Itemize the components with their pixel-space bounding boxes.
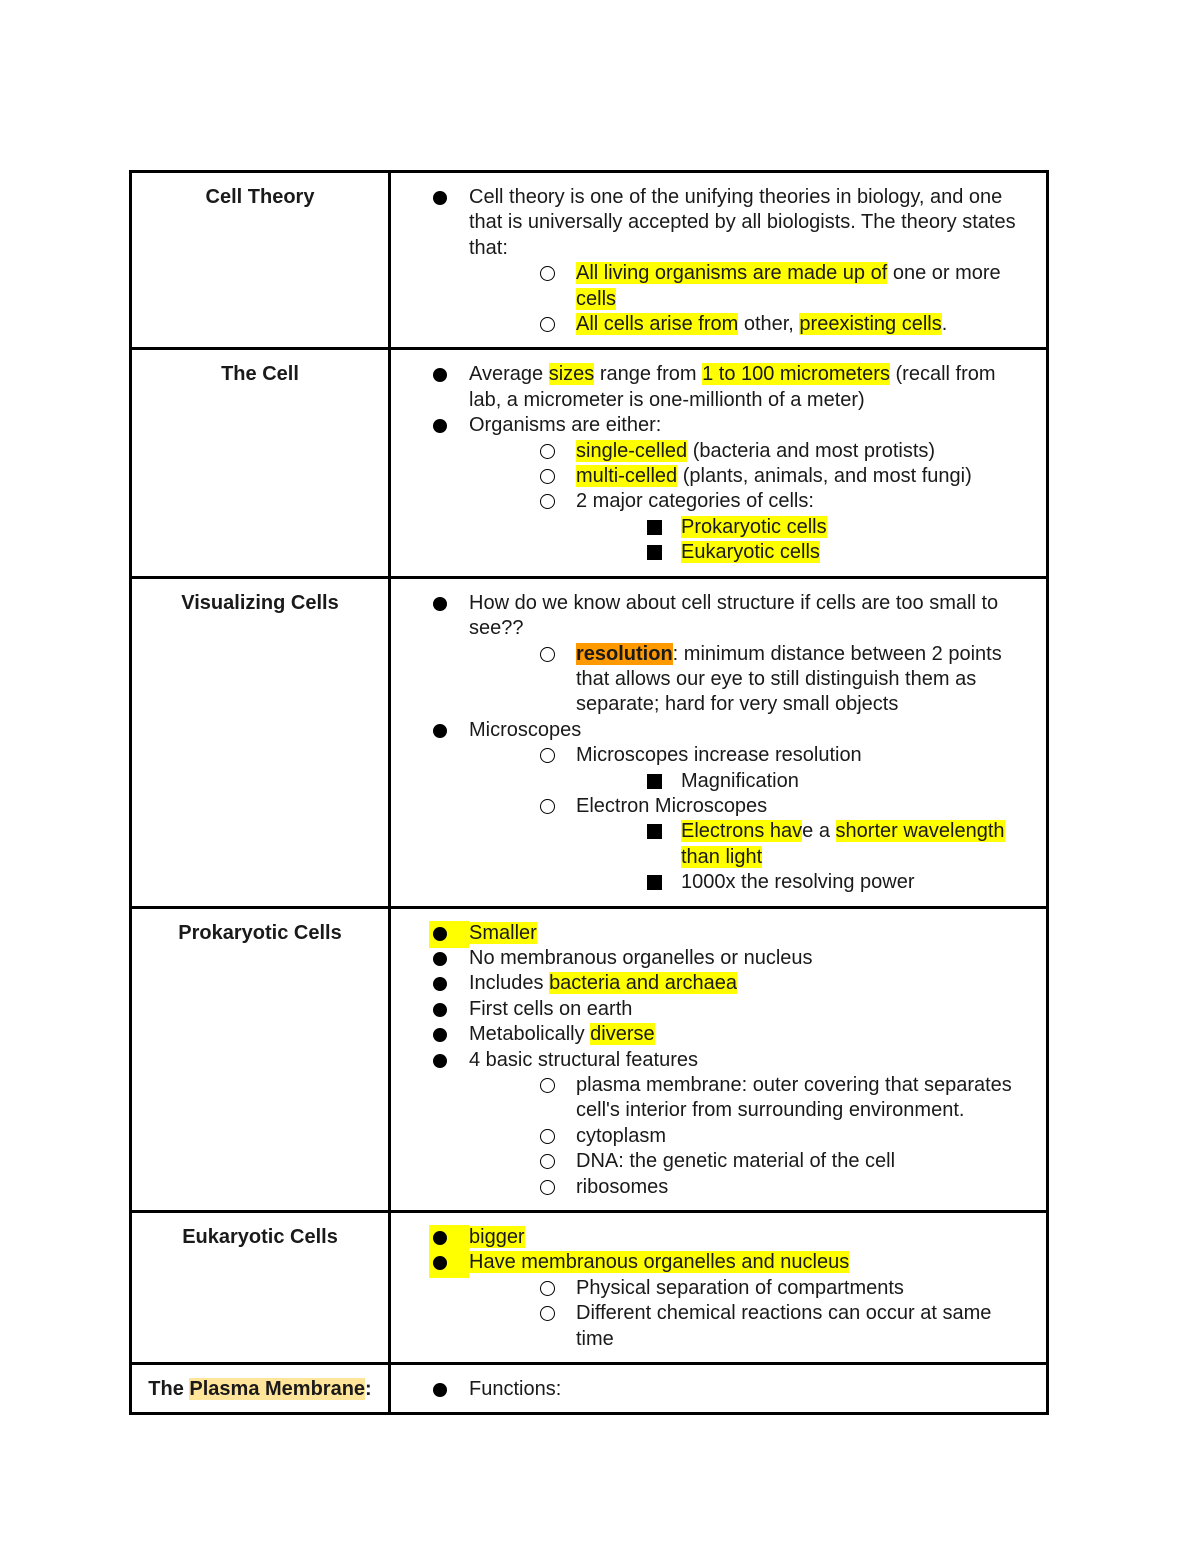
bullet-text: How do we know about cell structure if cells are too small to see?? bbox=[469, 591, 999, 640]
bullet-square-icon bbox=[647, 774, 662, 789]
bullet-text: other, bbox=[738, 313, 800, 336]
bullet-circle-icon bbox=[540, 1180, 555, 1195]
content-the-cell bbox=[390, 349, 1048, 577]
notes-table bbox=[129, 170, 1049, 1415]
bullet-text: 1000x the resolving power bbox=[681, 871, 915, 894]
list-item bbox=[433, 921, 1022, 946]
bullet-text: Includes bbox=[469, 972, 550, 995]
list-item bbox=[540, 261, 1022, 312]
bullet-text: (bacteria and most protists) bbox=[687, 439, 936, 462]
bullet-square-icon bbox=[647, 545, 662, 560]
bullet-circle-icon bbox=[540, 1078, 555, 1093]
list-item bbox=[433, 185, 1022, 337]
highlight-text: All cells arise from bbox=[576, 313, 739, 336]
bullet-text: Organisms are either: bbox=[469, 414, 662, 437]
bullet-text: (plants, animals, and most fungi) bbox=[677, 465, 972, 488]
list-item bbox=[540, 794, 1022, 896]
bullet-text: Different chemical reactions can occur at same time bbox=[576, 1302, 992, 1350]
bullet-text: plasma membrane: outer covering that separates cell's interior from surrounding environment. bbox=[576, 1074, 1012, 1122]
list-item bbox=[540, 489, 1022, 565]
bullet-dot-icon bbox=[433, 1028, 447, 1042]
bullet-dot-icon bbox=[433, 977, 447, 991]
bullet-square-icon bbox=[647, 520, 662, 535]
highlight-text: 1 to 100 micrometers bbox=[702, 363, 890, 386]
bullet-circle-icon bbox=[540, 647, 555, 662]
bullet-square-icon bbox=[647, 875, 662, 890]
bullet-circle-icon bbox=[540, 317, 555, 332]
row-cell-theory bbox=[131, 172, 1048, 349]
row-prokaryotic-cells bbox=[131, 907, 1048, 1211]
topic-prokaryotic-cells: Prokaryotic Cells bbox=[131, 907, 390, 1211]
highlight-text: Have membranous organelles and nucleus bbox=[469, 1251, 850, 1274]
list-item bbox=[433, 1377, 1022, 1402]
bullet-text: 4 basic structural features bbox=[469, 1048, 698, 1071]
list-item bbox=[540, 439, 1022, 464]
list-item bbox=[647, 515, 1022, 540]
bullet-text: range from bbox=[594, 363, 703, 386]
list-item bbox=[433, 591, 1022, 718]
list-item bbox=[647, 769, 1022, 794]
highlight-text: single-celled bbox=[576, 439, 688, 462]
highlight-text: bigger bbox=[469, 1226, 525, 1249]
bullet-text: 2 major categories of cells: bbox=[576, 490, 814, 513]
list-item bbox=[433, 718, 1022, 896]
bullet-text: First cells on earth bbox=[469, 997, 633, 1020]
content-visualizing-cells bbox=[390, 577, 1048, 907]
bullet-text: e a bbox=[802, 820, 836, 843]
bullet-circle-icon bbox=[540, 494, 555, 509]
row-eukaryotic-cells bbox=[131, 1212, 1048, 1364]
bullet-text: one or more bbox=[887, 262, 1001, 285]
highlight-text: bacteria and archaea bbox=[549, 972, 737, 995]
bullet-circle-icon bbox=[540, 1154, 555, 1169]
topic-text: The bbox=[148, 1378, 190, 1401]
list-item bbox=[540, 1073, 1022, 1124]
highlight-text: sizes bbox=[548, 363, 595, 386]
list-item bbox=[433, 1225, 1022, 1250]
bullet-dot-icon bbox=[433, 597, 447, 611]
highlight-text: diverse bbox=[590, 1023, 655, 1046]
bullet-circle-icon bbox=[540, 748, 555, 763]
bullet-text: Magnification bbox=[681, 769, 799, 792]
bullet-square-icon bbox=[647, 824, 662, 839]
row-visualizing-cells bbox=[131, 577, 1048, 907]
bullet-text: Electron Microscopes bbox=[576, 794, 768, 817]
highlight-text: Plasma Membrane bbox=[189, 1378, 366, 1401]
topic-eukaryotic-cells: Eukaryotic Cells bbox=[131, 1212, 390, 1364]
bullet-circle-icon bbox=[540, 266, 555, 281]
list-item bbox=[433, 1250, 1022, 1352]
list-item bbox=[647, 819, 1022, 870]
highlight-text: Prokaryotic cells bbox=[681, 515, 827, 538]
bullet-dot-icon bbox=[433, 927, 447, 941]
bullet-text: Average bbox=[469, 363, 549, 386]
topic-cell-theory: Cell Theory bbox=[131, 172, 390, 349]
list-item bbox=[540, 642, 1022, 718]
list-item bbox=[647, 540, 1022, 565]
bullet-dot-icon bbox=[433, 724, 447, 738]
list-item bbox=[647, 870, 1022, 895]
list-item bbox=[540, 743, 1022, 794]
bullet-dot-icon bbox=[433, 1231, 447, 1245]
highlight-text: All living organisms are made up of bbox=[576, 262, 888, 285]
highlight-text: resolution bbox=[576, 642, 673, 665]
highlight-text: cells bbox=[576, 287, 617, 310]
bullet-dot-icon bbox=[433, 1003, 447, 1017]
bullet-text: Cell theory is one of the unifying theories in biology, and one that is universally accepted by all biologists. The theory states that: bbox=[469, 186, 1016, 259]
bullet-dot-icon bbox=[433, 191, 447, 205]
highlight-text: multi-celled bbox=[576, 465, 678, 488]
bullet-text: Microscopes bbox=[469, 718, 582, 741]
list-item bbox=[433, 1048, 1022, 1200]
bullet-text: No membranous organelles or nucleus bbox=[469, 946, 813, 969]
list-item bbox=[540, 1149, 1022, 1174]
bullet-circle-icon bbox=[540, 1281, 555, 1296]
bullet-text: Metabolically bbox=[469, 1023, 591, 1046]
bullet-dot-icon bbox=[433, 1054, 447, 1068]
bullet-circle-icon bbox=[540, 1306, 555, 1321]
topic-plasma-membrane bbox=[131, 1364, 390, 1414]
list-item bbox=[540, 1124, 1022, 1149]
bullet-text: DNA: the genetic material of the cell bbox=[576, 1150, 896, 1173]
highlight-text: Eukaryotic cells bbox=[681, 541, 820, 564]
bullet-text: Physical separation of compartments bbox=[576, 1276, 904, 1299]
highlight-text: Smaller bbox=[469, 921, 537, 944]
highlight-text: preexisting cells bbox=[799, 313, 942, 336]
bullet-circle-icon bbox=[540, 444, 555, 459]
bullet-text: ribosomes bbox=[576, 1175, 669, 1198]
bullet-text: (recall from lab, a micrometer is one-millionth of a meter) bbox=[469, 363, 996, 411]
content-prokaryotic-cells bbox=[390, 907, 1048, 1211]
content-eukaryotic-cells bbox=[390, 1212, 1048, 1364]
bullet-text: Microscopes increase resolution bbox=[576, 744, 862, 767]
list-item bbox=[540, 1276, 1022, 1301]
bullet-circle-icon bbox=[540, 1129, 555, 1144]
list-item bbox=[433, 1022, 1022, 1047]
list-item bbox=[540, 312, 1022, 337]
list-item bbox=[433, 362, 1022, 413]
list-item bbox=[540, 464, 1022, 489]
list-item bbox=[433, 997, 1022, 1022]
row-plasma-membrane bbox=[131, 1364, 1048, 1414]
bullet-circle-icon bbox=[540, 469, 555, 484]
bullet-circle-icon bbox=[540, 799, 555, 814]
bullet-text: cytoplasm bbox=[576, 1124, 667, 1147]
bullet-dot-icon bbox=[433, 952, 447, 966]
bullet-dot-icon bbox=[433, 368, 447, 382]
list-item bbox=[540, 1301, 1022, 1352]
bullet-text: . bbox=[941, 313, 948, 336]
content-plasma-membrane bbox=[390, 1364, 1048, 1414]
topic-visualizing-cells: Visualizing Cells bbox=[131, 577, 390, 907]
highlight-text: Electrons hav bbox=[681, 820, 803, 843]
bullet-dot-icon bbox=[433, 1256, 447, 1270]
bullet-dot-icon bbox=[433, 419, 447, 433]
list-item bbox=[433, 413, 1022, 565]
topic-text: : bbox=[365, 1378, 372, 1401]
topic-the-cell: The Cell bbox=[131, 349, 390, 577]
list-item bbox=[433, 971, 1022, 996]
bullet-dot-icon bbox=[433, 1383, 447, 1397]
bullet-text: Functions: bbox=[469, 1378, 562, 1401]
list-item bbox=[433, 946, 1022, 971]
highlight-text: shorter wavelength than light bbox=[681, 820, 1005, 868]
content-cell-theory bbox=[390, 172, 1048, 349]
list-item bbox=[540, 1175, 1022, 1200]
row-the-cell bbox=[131, 349, 1048, 577]
bullet-text: : minimum distance between 2 points that allows our eye to still distinguish them as separate; hard for very small objects bbox=[576, 642, 1002, 716]
